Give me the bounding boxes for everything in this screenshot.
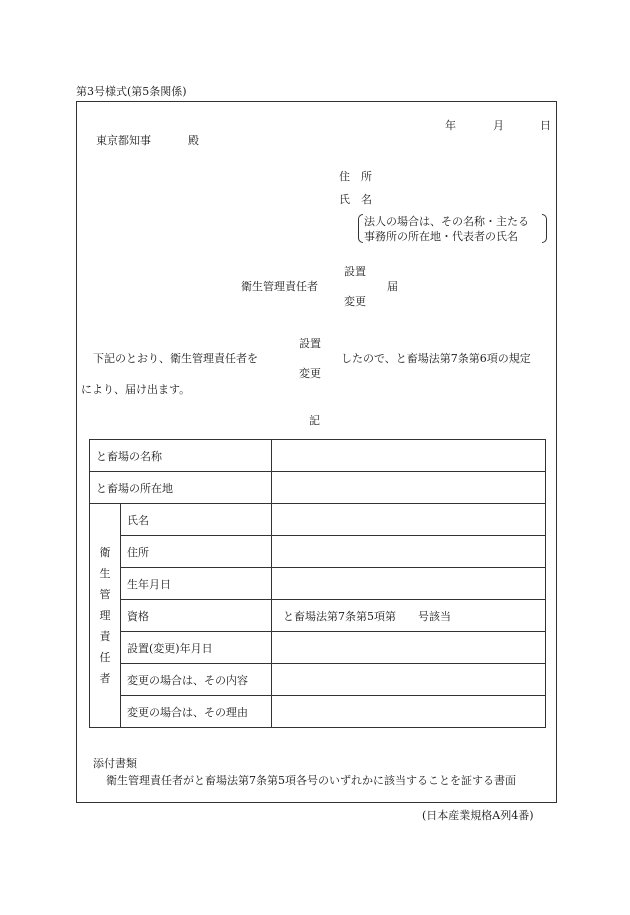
applicant-address-label: 住 所 bbox=[339, 170, 372, 183]
date-day-label: 日 bbox=[540, 119, 551, 132]
row-value-setup-date[interactable] bbox=[272, 632, 546, 664]
table-row bbox=[90, 472, 546, 504]
table-row bbox=[90, 536, 546, 568]
row-value-name[interactable] bbox=[272, 504, 546, 536]
date-year-label: 年 bbox=[445, 119, 456, 132]
table-row bbox=[90, 440, 546, 472]
facility-location-value[interactable] bbox=[272, 472, 546, 504]
row-label-change-content: 変更の場合は、その内容 bbox=[121, 664, 272, 696]
table-row bbox=[90, 568, 546, 600]
addressee-honorific: 殿 bbox=[188, 134, 199, 147]
attachments-item: 衛生管理責任者がと畜場法第7条第5項各号のいずれかに該当することを証する書面 bbox=[106, 774, 516, 787]
facility-location-label: と畜場の所在地 bbox=[90, 472, 272, 504]
corp-note-line2: 事務所の所在地・代表者の氏名 bbox=[364, 230, 518, 243]
applicant-name-label: 氏 名 bbox=[339, 193, 372, 206]
table-row bbox=[90, 504, 546, 536]
corp-note-line1: 法人の場合は、その名称・主たる bbox=[364, 215, 529, 228]
table-row bbox=[90, 696, 546, 728]
row-value-qualification[interactable]: と畜場法第7条第5項第 号該当 bbox=[272, 600, 546, 632]
corp-note-bracket-left bbox=[358, 214, 363, 243]
body-line1-prefix: 下記のとおり、衛生管理責任者を bbox=[93, 352, 258, 365]
row-label-address: 住所 bbox=[121, 536, 272, 568]
addressee-name: 東京都知事 bbox=[96, 134, 151, 147]
title-option-setup: 設置 bbox=[344, 265, 366, 278]
row-label-birthdate: 生年月日 bbox=[121, 568, 272, 600]
body-option-setup: 設置 bbox=[299, 337, 321, 350]
date-month-label: 月 bbox=[493, 119, 504, 132]
row-value-birthdate[interactable] bbox=[272, 568, 546, 600]
ki-heading: 記 bbox=[309, 414, 320, 427]
facility-name-label: と畜場の名称 bbox=[90, 440, 272, 472]
table-row bbox=[90, 632, 546, 664]
row-value-change-reason[interactable] bbox=[272, 696, 546, 728]
corp-note-bracket-right bbox=[542, 214, 547, 243]
title-suffix: 届 bbox=[387, 280, 398, 293]
manager-group-cell bbox=[90, 504, 121, 728]
row-label-qualification: 資格 bbox=[121, 600, 272, 632]
row-value-address[interactable] bbox=[272, 536, 546, 568]
row-value-change-content[interactable] bbox=[272, 664, 546, 696]
title-option-change: 変更 bbox=[344, 295, 366, 308]
table-row bbox=[90, 600, 546, 632]
row-label-setup-date: 設置(変更)年月日 bbox=[121, 632, 272, 664]
manager-group-label: 衛生管理責任者 bbox=[99, 546, 111, 685]
title-prefix: 衛生管理責任者 bbox=[241, 280, 318, 293]
body-option-change: 変更 bbox=[299, 367, 321, 380]
body-line2: により、届け出ます。 bbox=[81, 383, 191, 396]
row-label-name: 氏名 bbox=[121, 504, 272, 536]
form-number: 第3号様式(第5条関係) bbox=[76, 85, 187, 98]
row-label-change-reason: 変更の場合は、その理由 bbox=[121, 696, 272, 728]
table-row bbox=[90, 664, 546, 696]
body-line1-suffix: したので、と畜場法第7条第6項の規定 bbox=[341, 352, 531, 365]
attachments-heading: 添付書類 bbox=[93, 757, 137, 770]
facility-name-value[interactable] bbox=[272, 440, 546, 472]
footer-note: (日本産業規格A列4番) bbox=[422, 809, 534, 822]
detail-table bbox=[89, 439, 546, 728]
